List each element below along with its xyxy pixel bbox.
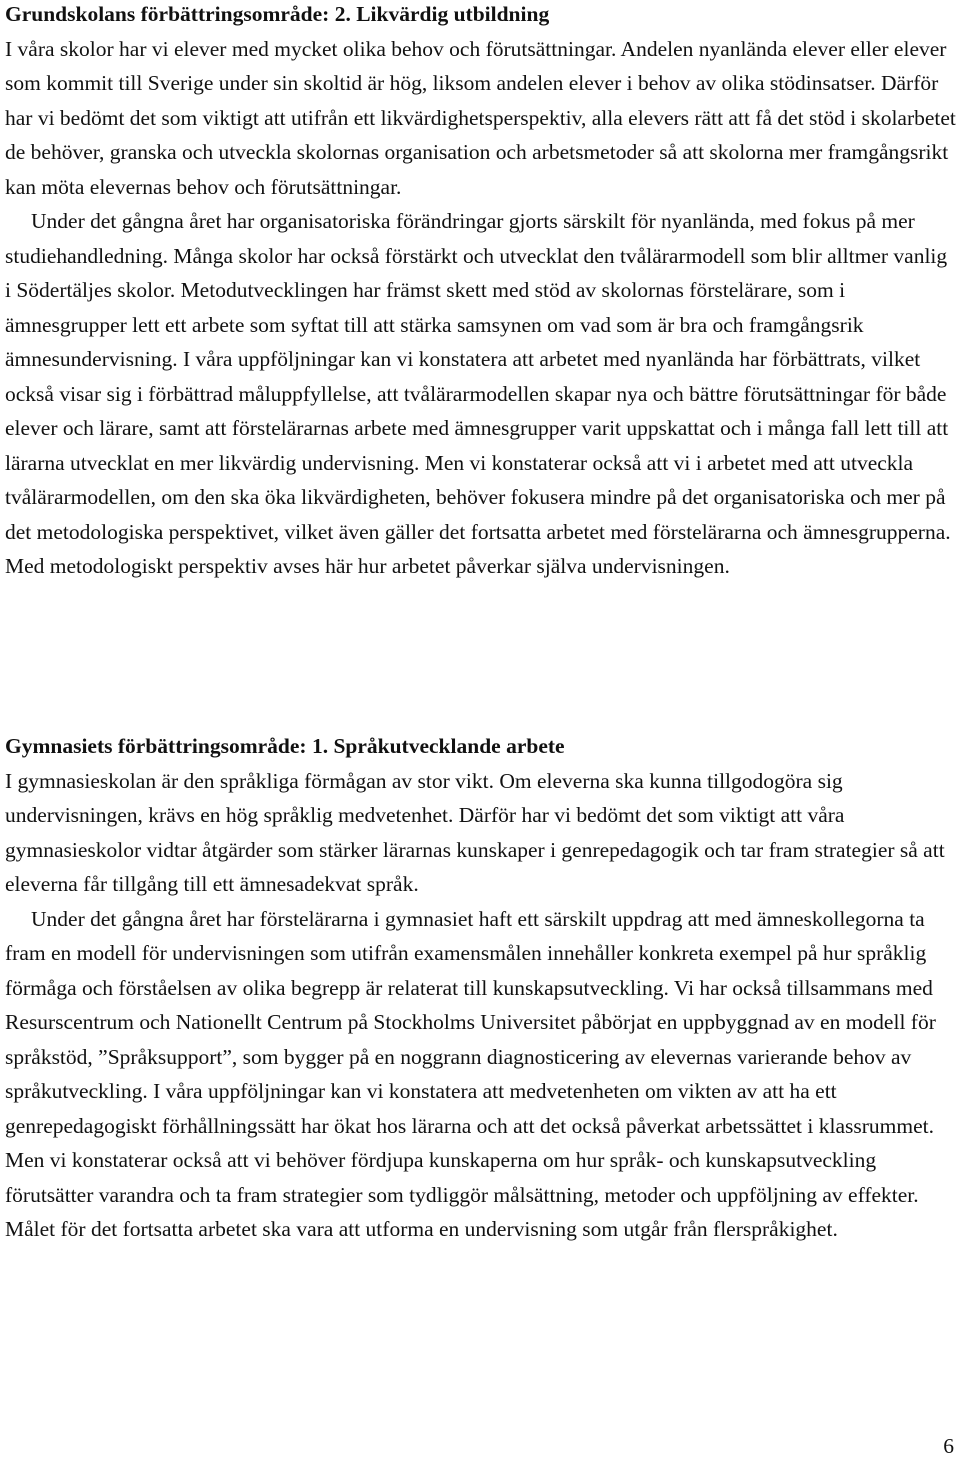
section-heading <box>5 0 957 32</box>
heading-prefix: Grundskolans förbättringsområde: <box>5 2 335 26</box>
section-heading <box>5 729 957 764</box>
paragraph-intro: I våra skolor har vi elever med mycket olika behov och förutsättningar. Andelen nyanlända elever eller elever som kommit till Sverige under sin skoltid är hög, liksom andelen elever i behov av olika stödinsatser. Därför har vi bedömt det som viktigt att utifrån ett likvärdighetsperspektiv, alla elevers rätt att få det stöd i skolarbetet de behöver, granska och utveckla skolornas organisation och arbetsmetoder så att skolorna mer framgångsrikt kan möta elevernas behov och förutsättningar. <box>5 36 956 199</box>
paragraph-body: Under det gångna året har förstelärarna i gymnasiet haft ett särskilt uppdrag att med ämneskollegorna ta fram en modell för undervisningen som utifrån examensmålen innehåller konkreta exempel på hur språklig förmåga och förståelsen av olika begrepp är relaterat till kunskapsutveckling. Vi har också tillsammans med Resurscentrum och Nationellt Centrum på Stockholms Universitet påbörjat en uppbyggnad av en modell för språkstöd, ”Språksupport”, som bygger på en noggrann diagnosticering av elevernas varierande behov av språkutveckling. I våra uppföljningar kan vi konstatera att medvetenheten om vikten av att ha ett genrepedagogiskt förhållningssätt har ökat hos lärarna och att det också påverkat arbetssättet i klassrummet. Men vi konstaterar också att vi behöver fördjupa kunskaperna om hur språk- och kunskapsutveckling förutsätter varandra och ta fram strategier som tydliggör målsättning, metoder och uppföljning av effekter. Målet för det fortsatta arbetet ska vara att utforma en undervisning som utgår från flerspråkighet. <box>5 906 936 1241</box>
heading-prefix: Gymnasiets förbättringsområde: <box>5 734 312 758</box>
heading-title: 1. Språkutvecklande arbete <box>311 734 565 758</box>
heading-title: 2. Likvärdig utbildning <box>334 2 550 26</box>
section-grundskola <box>5 0 957 584</box>
section-gymnasium <box>5 729 957 1247</box>
paragraph-intro: I gymnasieskolan är den språkliga förmågan av stor vikt. Om eleverna ska kunna tillgodogöra sig undervisningen, krävs en hög språklig medvetenhet. Därför har vi bedömt det som viktigt att våra gymnasieskolor vidtar åtgärder som stärker lärarnas kunskaper i genrepedagogik och tar fram strategier så att eleverna får tillgång till ett ämnesadekvat språk. <box>5 768 945 896</box>
page-number: 6 <box>943 1434 954 1458</box>
paragraph-body: Under det gångna året har organisatoriska förändringar gjorts särskilt för nyanlända, med fokus på mer studiehandledning. Många skolor har också förstärkt och utvecklat den tvålärarmodell som blir alltmer vanlig i Södertäljes skolor. Metodutvecklingen har främst skett med stöd av skolornas förstelärare, som i ämnesgrupper lett ett arbete som syftat till att stärka samsynen om vad som är bra och framgångsrik ämnesundervisning. I våra uppföljningar kan vi konstatera att arbetet med nyanlända har förbättrats, vilket också visar sig i förbättrad måluppfyllelse, att tvålärarmodellen skapar nya och bättre förutsättningar för både elever och lärare, samt att förstelärarnas arbete med ämnesgrupper varit uppskattat och i många fall lett till att lärarna utvecklat en mer likvärdig undervisning. Men vi konstaterar också att vi i arbetet med att utveckla tvålärarmodellen, om den ska öka likvärdigheten, behöver fokusera mindre på det organisatoriska och mer på det metodologiska perspektivet, vilket även gäller det fortsatta arbetet med förstelärarna och ämnesgrupperna. Med metodologiskt perspektiv avses här hur arbetet påverkar själva undervisningen. <box>5 209 951 578</box>
